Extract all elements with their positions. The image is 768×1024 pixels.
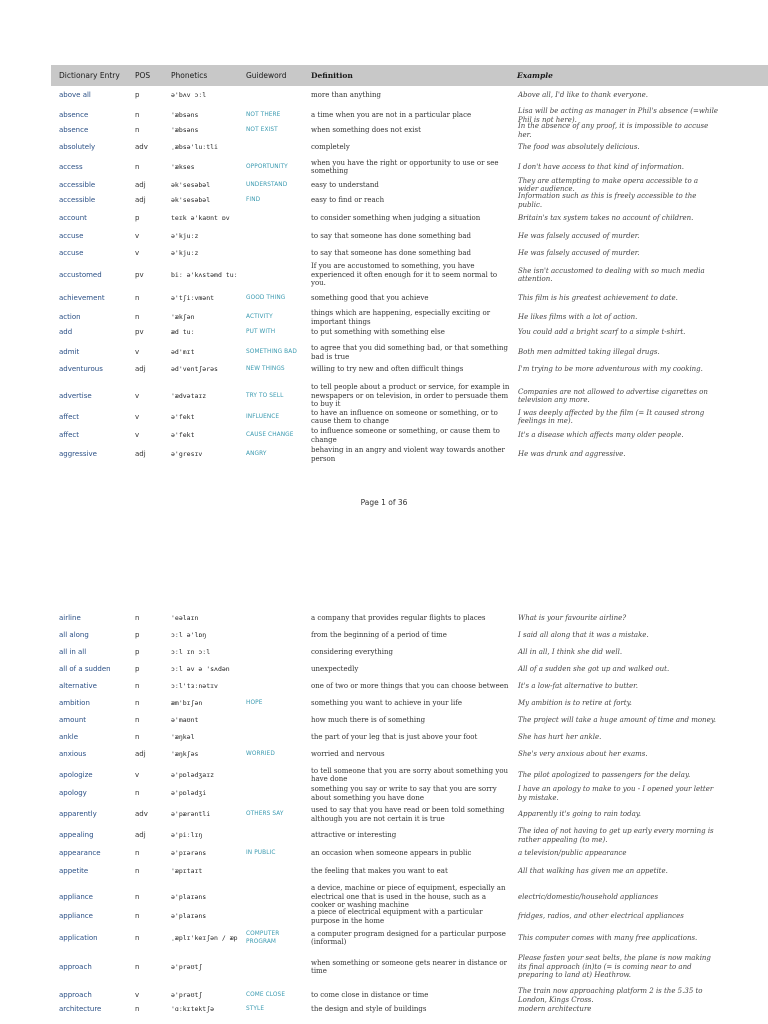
example-cell: All that walking has given me an appetite. [518, 867, 668, 876]
definition-cell: a company that provides regular flights to places [311, 614, 486, 623]
example-cell: Both men admitted taking illegal drugs. [518, 348, 660, 357]
example-cell: Apparently it's going to rain today. [518, 810, 642, 819]
entry-cell[interactable]: apparently [59, 810, 97, 819]
definition-cell: a time when you are not in a particular place [311, 111, 472, 120]
phonetics-cell: 'æbsəns [171, 126, 199, 135]
example-cell: modern architecture [518, 1005, 592, 1014]
phonetics-cell: ə'bʌv ɔːl [171, 91, 207, 100]
definition-cell: to come close in distance or time [311, 991, 429, 1000]
phonetics-cell: ə'tʃiːvmənt [171, 294, 215, 303]
header-guideword: Guideword [246, 71, 287, 80]
example-cell: The project will take a huge amount of time and money. [518, 716, 716, 725]
guideword-cell: OTHERS SAY [246, 811, 284, 818]
guideword-cell: FIND [246, 197, 261, 204]
pos-cell: p [135, 648, 140, 657]
phonetics-cell: biː ə'kʌstəmd tuː [171, 270, 238, 279]
guideword-cell: SOMETHING BAD [246, 349, 297, 356]
example-cell: All of a sudden she got up and walked out. [518, 665, 670, 674]
example-cell: The idea of not having to get up early every morning is rather appealing (to me). [518, 827, 714, 844]
definition-cell: If you are accustomed to something, you have experienced it often enough for it to seem normal to you. [311, 262, 498, 288]
pos-cell: v [135, 232, 140, 241]
header-phonetics: Phonetics [171, 71, 208, 80]
entry-cell[interactable]: aggressive [59, 450, 97, 459]
definition-cell: attractive or interesting [311, 831, 397, 840]
definition-cell: to tell people about a product or service, for example in newspapers or on television, in order to persuade them to buy it [311, 383, 510, 409]
entry-cell[interactable]: all of a sudden [59, 665, 111, 674]
phonetics-cell: 'ɑːkɪtektʃə [171, 1005, 215, 1014]
example-cell: She's very anxious about her exams. [518, 750, 648, 759]
guideword-cell [246, 785, 308, 802]
definition-cell: something you say or write to say that you are sorry about something you have done [311, 785, 497, 802]
entry-cell[interactable]: accuse [59, 232, 84, 241]
definition-cell: easy to find or reach [311, 196, 385, 205]
definition-cell: to agree that you did something bad, or that something bad is true [311, 344, 509, 361]
entry-cell[interactable]: apologize [59, 770, 93, 779]
guideword-cell: HOPE [246, 700, 263, 707]
entry-cell[interactable]: action [59, 313, 81, 322]
phonetics-cell: ə'plaɪəns [171, 912, 207, 921]
entry-cell[interactable]: absence [59, 126, 89, 135]
pos-cell: adj [135, 196, 146, 205]
pos-cell: n [135, 162, 140, 171]
phonetics-cell: ə'fekt [171, 431, 195, 440]
entry-cell[interactable]: accessible [59, 180, 96, 189]
guideword-cell: PUT WITH [246, 329, 276, 336]
example-cell: The pilot apologized to passengers for the delay. [518, 770, 691, 779]
definition-cell: willing to try new and often difficult things [311, 365, 464, 374]
phonetics-cell: 'æpɪtaɪt [171, 867, 203, 876]
phonetics-cell: ə'pɒlədʒaɪz [171, 770, 215, 779]
guideword-cell: COME CLOSE [246, 992, 286, 999]
entry-cell[interactable]: appliance [59, 892, 93, 901]
phonetics-cell: ə'maʊnt [171, 716, 199, 725]
pos-cell: v [135, 348, 140, 357]
document-page-2 [0, 520, 768, 1024]
definition-cell: to influence someone or something, or cause them to change [311, 427, 500, 444]
definition-cell: the design and style of buildings [311, 1005, 427, 1014]
example-cell: I was deeply affected by the film (= It caused strong feelings in me). [518, 408, 705, 425]
entry-cell[interactable]: anxious [59, 750, 87, 759]
example-cell: He likes films with a lot of action. [518, 313, 638, 322]
pos-cell: v [135, 249, 140, 258]
example-cell: I have an apology to make to you - I opened your letter by mistake. [518, 785, 714, 802]
example-cell: a television/public appearance [518, 849, 627, 858]
pos-cell: adj [135, 450, 146, 459]
example-cell: They are attempting to make opera accessible to a wider audience. [518, 176, 699, 193]
pos-cell: p [135, 631, 140, 640]
example-cell: I said all along that it was a mistake. [518, 631, 649, 640]
example-cell: The food was absolutely delicious. [518, 143, 640, 152]
example-cell: She isn't accustomed to dealing with so much media attention. [518, 266, 705, 283]
pos-cell: n [135, 912, 140, 921]
pos-cell: v [135, 991, 140, 1000]
guideword-cell: NEW THINGS [246, 366, 285, 373]
example-cell: It's a disease which affects many older people. [518, 431, 684, 440]
guideword-cell [246, 954, 308, 980]
phonetics-cell: ə'piːlɪŋ [171, 831, 203, 840]
example-cell: Lisa will be acting as manager in Phil's absence (=while Phil is not here). [518, 107, 719, 124]
guideword-cell [246, 231, 308, 242]
pos-cell: pv [135, 328, 144, 337]
pos-cell: n [135, 733, 140, 742]
definition-cell: when you have the right or opportunity to use or see something [311, 158, 499, 175]
entry-cell[interactable]: affect [59, 412, 80, 421]
guideword-cell [246, 143, 308, 152]
entry-cell[interactable]: airline [59, 614, 81, 623]
entry-cell[interactable]: appetite [59, 867, 89, 876]
definition-cell: a piece of electrical equipment with a particular purpose in the home [311, 908, 483, 925]
phonetics-cell: 'eəlaɪn [171, 614, 199, 623]
example-cell: Companies are not allowed to advertise cigarettes on television any more. [518, 387, 708, 404]
phonetics-cell: ə'gresɪv [171, 450, 203, 459]
definition-cell: a computer program designed for a particular purpose (informal) [311, 929, 506, 946]
definition-cell: when something does not exist [311, 126, 421, 135]
pos-cell: v [135, 770, 140, 779]
entry-cell[interactable]: accuse [59, 249, 84, 258]
definition-cell: something good that you achieve [311, 294, 429, 303]
entry-cell[interactable]: ankle [59, 733, 79, 742]
definition-cell: to have an influence on someone or something, or to cause them to change [311, 408, 498, 425]
entry-cell[interactable]: appliance [59, 912, 93, 921]
definition-cell: things which are happening, especially exciting or important things [311, 309, 491, 326]
phonetics-cell: ə'prəʊtʃ [171, 991, 203, 1000]
pos-cell: n [135, 849, 140, 858]
guideword-cell: CAUSE CHANGE [246, 432, 294, 439]
definition-cell: completely [311, 143, 350, 152]
example-cell: You could add a bright scarf to a simple t-shirt. [518, 328, 686, 337]
entry-cell[interactable]: approach [59, 991, 92, 1000]
table-header [51, 65, 768, 86]
pos-cell: adv [135, 143, 148, 152]
definition-cell: one of two or more things that you can choose between [311, 682, 509, 691]
example-cell: electric/domestic/household appliances [518, 892, 659, 901]
definition-cell: to say that someone has done something bad [311, 249, 471, 258]
phonetics-cell: ɔːl'tɜːnətɪv [171, 682, 218, 691]
guideword-cell [246, 827, 308, 844]
guideword-cell [246, 664, 308, 675]
guideword-cell: TRY TO SELL [246, 392, 284, 399]
pos-cell: n [135, 716, 140, 725]
phonetics-cell: ək'sesəbəl [171, 196, 211, 205]
example-cell: It's a low-fat alternative to butter. [518, 682, 638, 691]
entry-cell[interactable]: absolutely [59, 143, 96, 152]
entry-cell[interactable]: achievement [59, 294, 105, 303]
pos-cell: n [135, 867, 140, 876]
entry-cell[interactable]: above all [59, 91, 91, 100]
guideword-cell [246, 885, 308, 909]
example-cell: I'm trying to be more adventurous with my cooking. [518, 365, 703, 374]
pos-cell: p [135, 91, 140, 100]
guideword-cell [246, 213, 308, 224]
definition-cell: something you want to achieve in your life [311, 699, 462, 708]
example-cell: Britain's tax system takes no account of children. [518, 214, 694, 223]
guideword-cell [246, 647, 308, 658]
example-cell: fridges, radios, and other electrical appliances [518, 912, 684, 921]
example-cell: He was drunk and aggressive. [518, 450, 626, 459]
entry-cell[interactable]: alternative [59, 682, 97, 691]
guideword-cell: GOOD THING [246, 295, 286, 302]
example-cell: He was falsely accused of murder. [518, 232, 640, 241]
definition-cell: more than anything [311, 91, 381, 100]
example-cell: I don't have access to that kind of information. [518, 162, 684, 171]
guideword-cell: UNDERSTAND [246, 181, 288, 188]
example-cell: This computer comes with many free applications. [518, 933, 698, 942]
definition-cell: the feeling that makes you want to eat [311, 867, 448, 876]
guideword-cell: OPPORTUNITY [246, 163, 288, 170]
phonetics-cell: ə'prəʊtʃ [171, 962, 203, 971]
pos-cell: n [135, 789, 140, 798]
guideword-cell: NOT EXIST [246, 127, 278, 134]
entry-cell[interactable]: architecture [59, 1005, 102, 1014]
phonetics-cell: ək'sesəbəl [171, 180, 211, 189]
guideword-cell: ANGRY [246, 451, 267, 458]
example-cell: My ambition is to retire at forty. [518, 699, 632, 708]
guideword-cell [246, 908, 308, 925]
phonetics-cell: ə'pɪərəns [171, 849, 207, 858]
guideword-cell: ACTIVITY [246, 314, 273, 321]
entry-cell[interactable]: appealing [59, 831, 94, 840]
example-cell: Above all, I'd like to thank everyone. [518, 91, 649, 100]
example-cell: This film is his greatest achievement to date. [518, 294, 678, 303]
phonetics-cell: ə'pɒlədʒi [171, 789, 207, 798]
entry-cell[interactable]: adventurous [59, 365, 103, 374]
guideword-cell: NOT THERE [246, 112, 281, 119]
guideword-cell [246, 715, 308, 726]
pos-cell: n [135, 294, 140, 303]
pos-cell: n [135, 313, 140, 322]
definition-cell: to tell someone that you are sorry about something you have done [311, 766, 509, 783]
phonetics-cell: 'ækʃən [171, 313, 195, 322]
definition-cell: a device, machine or piece of equipment, especially an electrical one that is used in the house, such as a cooker or washing machine [311, 884, 506, 910]
guideword-cell [246, 613, 308, 624]
guideword-cell [246, 681, 308, 692]
phonetics-cell: 'æbsəns [171, 111, 199, 120]
pos-cell: p [135, 665, 140, 674]
definition-cell: when something or someone gets nearer in distance or time [311, 958, 507, 975]
page-footer: Page 1 of 36 [360, 498, 408, 507]
pos-cell: adj [135, 180, 146, 189]
entry-cell[interactable]: application [59, 933, 98, 942]
example-cell: She has hurt her ankle. [518, 733, 602, 742]
guideword-cell [246, 248, 308, 259]
phonetics-cell: 'æŋkəl [171, 733, 195, 742]
entry-cell[interactable]: admit [59, 348, 80, 357]
pos-cell: adj [135, 831, 146, 840]
definition-cell: used to say that you have read or been told something although you are not certain it is true [311, 806, 505, 823]
example-cell: The train now approaching platform 2 is the 5.35 to London, Kings Cross. [518, 987, 703, 1004]
pos-cell: n [135, 892, 140, 901]
pos-cell: n [135, 111, 140, 120]
phonetics-cell: ə'plaɪəns [171, 892, 207, 901]
pos-cell: n [135, 614, 140, 623]
definition-cell: behaving in an angry and violent way towards another person [311, 446, 505, 463]
guideword-cell: INFLUENCE [246, 413, 280, 420]
phonetics-cell: ɔːl ə'lɒŋ [171, 631, 207, 640]
phonetics-cell: əd'ventʃərəs [171, 365, 218, 374]
phonetics-cell: əd'mɪt [171, 348, 195, 357]
definition-cell: the part of your leg that is just above your foot [311, 733, 478, 742]
entry-cell[interactable]: appearance [59, 849, 101, 858]
phonetics-cell: 'ædvətaɪz [171, 391, 207, 400]
pos-cell: n [135, 1005, 140, 1014]
pos-cell: n [135, 933, 140, 942]
header-definition: Definition [311, 71, 353, 80]
example-cell: In the absence of any proof, it is impossible to accuse her. [518, 122, 709, 139]
pos-cell: v [135, 412, 140, 421]
entry-cell[interactable]: add [59, 328, 73, 337]
guideword-cell [246, 630, 308, 641]
phonetics-cell: ə'kjuːz [171, 232, 199, 241]
guideword-cell: WORRIED [246, 751, 275, 758]
guideword-cell [246, 866, 308, 877]
entry-cell[interactable]: all along [59, 631, 89, 640]
entry-cell[interactable]: accustomed [59, 270, 102, 279]
pos-cell: v [135, 391, 140, 400]
entry-cell[interactable]: ambition [59, 699, 90, 708]
guideword-cell: IN PUBLIC [246, 850, 276, 857]
definition-cell: an occasion when someone appears in public [311, 849, 472, 858]
example-cell: Please fasten your seat belts, the plane is now making its final approach (in)to (= is coming near to and preparing to land at) Heathrow. [518, 954, 711, 980]
header-example: Example [517, 71, 553, 80]
pos-cell: n [135, 699, 140, 708]
example-cell: He was falsely accused of murder. [518, 249, 640, 258]
definition-cell: easy to understand [311, 180, 379, 189]
phonetics-cell: ˌæplɪ'keɪʃən / æp [171, 933, 238, 942]
pos-cell: n [135, 682, 140, 691]
pos-cell: pv [135, 270, 144, 279]
header-pos: POS [135, 71, 151, 80]
entry-cell[interactable]: approach [59, 962, 92, 971]
pos-cell: n [135, 962, 140, 971]
guideword-cell [246, 265, 308, 285]
definition-cell: worried and nervous [311, 750, 385, 759]
pos-cell: adv [135, 810, 148, 819]
entry-cell[interactable]: advertise [59, 391, 92, 400]
pos-cell: p [135, 214, 140, 223]
example-cell: All in all, I think she did well. [518, 648, 623, 657]
example-cell: Information such as this is freely accessible to the public. [518, 192, 697, 209]
phonetics-cell: ˌæbsə'luːtli [171, 143, 218, 152]
phonetics-cell: teɪk ə'kaʊnt ɒv [171, 214, 230, 223]
definition-cell: to consider something when judging a situation [311, 214, 481, 223]
definition-cell: considering everything [311, 648, 393, 657]
phonetics-cell: ə'fekt [171, 412, 195, 421]
guideword-cell: STYLE [246, 1006, 265, 1013]
definition-cell: to put something with something else [311, 328, 445, 337]
phonetics-cell: ɔːl ɪn ɔːl [171, 648, 211, 657]
phonetics-cell: 'æŋkʃəs [171, 750, 199, 759]
definition-cell: to say that someone has done something bad [311, 232, 471, 241]
entry-cell[interactable]: absence [59, 111, 89, 120]
guideword-cell [246, 766, 308, 784]
phonetics-cell: ə'kjuːz [171, 249, 199, 258]
definition-cell: from the beginning of a period of time [311, 631, 447, 640]
pos-cell: v [135, 431, 140, 440]
entry-cell[interactable]: amount [59, 716, 87, 725]
pos-cell: n [135, 126, 140, 135]
entry-cell[interactable]: accessible [59, 196, 96, 205]
entry-cell[interactable]: account [59, 214, 87, 223]
guideword-cell: COMPUTER PROGRAM [246, 930, 280, 945]
definition-cell: unexpectedly [311, 665, 359, 674]
phonetics-cell: ɔːl əv ə 'sʌdən [171, 665, 230, 674]
example-cell: What is your favourite airline? [518, 614, 627, 623]
definition-cell: how much there is of something [311, 716, 426, 725]
pos-cell: adj [135, 750, 146, 759]
entry-cell[interactable]: all in all [59, 648, 87, 657]
phonetics-cell: æd tuː [171, 328, 195, 337]
entry-cell[interactable]: affect [59, 431, 80, 440]
entry-cell[interactable]: apology [59, 789, 87, 798]
pos-cell: adj [135, 365, 146, 374]
entry-cell[interactable]: access [59, 162, 83, 171]
phonetics-cell: ə'pærəntli [171, 810, 211, 819]
phonetics-cell: 'ækses [171, 162, 195, 171]
guideword-cell [246, 91, 308, 100]
guideword-cell [246, 732, 308, 743]
header-entry: Dictionary Entry [59, 71, 120, 80]
phonetics-cell: æm'bɪʃən [171, 699, 203, 708]
